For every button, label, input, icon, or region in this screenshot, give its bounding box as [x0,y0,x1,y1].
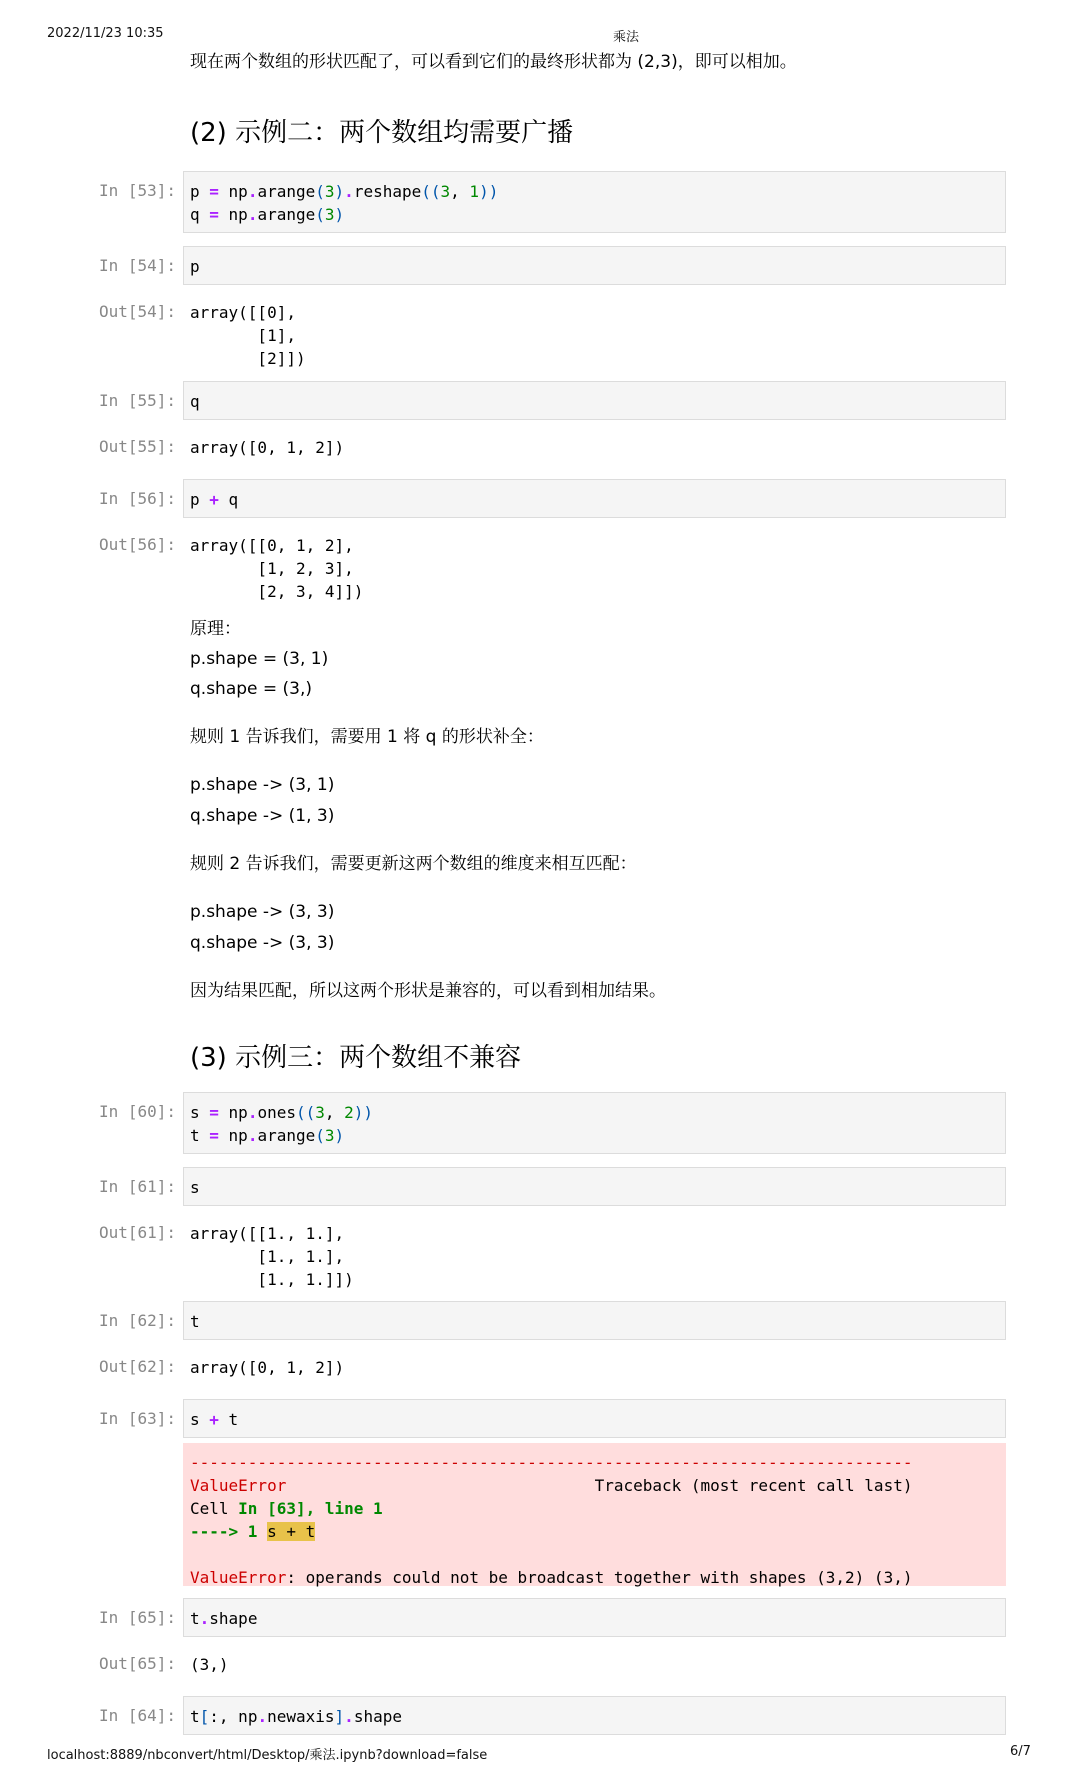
code-cell-64[interactable]: t[:, np.newaxis].shape [183,1696,1006,1735]
section2-heading: (2) 示例二：两个数组均需要广播 [190,118,574,148]
intro-text: 现在两个数组的形状匹配了，可以看到它们的最终形状都为 (2,3)，即可以相加。 [190,52,797,72]
prompt-in-60: In [60]: [98,1102,176,1121]
rule2-text: 规则 2 告诉我们，需要更新这两个数组的维度来相互匹配： [190,854,637,874]
prompt-in-64: In [64]: [98,1706,176,1725]
prompt-in-54: In [54]: [98,256,176,275]
prompt-out-61: Out[61]: [98,1223,176,1242]
section3-heading: (3) 示例三：两个数组不兼容 [190,1043,522,1073]
code-cell-63[interactable]: s + t [183,1399,1006,1438]
code-cell-55[interactable]: q [183,381,1006,420]
code-cell-54[interactable]: p [183,246,1006,285]
print-title: 乘法 [612,30,639,45]
error-name: ValueError [190,1476,287,1495]
print-url: localhost:8889/nbconvert/html/Desktop/乘法.ipynb?download=false [47,1748,488,1763]
output-56: array([[0, 1, 2], [1, 2, 3], [2, 3, 4]]) [190,536,364,601]
print-timestamp: 2022/11/23 10:35 [47,26,164,41]
prompt-in-53: In [53]: [98,181,176,200]
prompt-out-54: Out[54]: [98,302,176,321]
explain-line: p.shape -> (3, 3) [190,902,335,922]
error-message: : operands could not be broadcast together with shapes (3,2) (3,) [286,1568,913,1587]
output-65: (3,) [190,1655,229,1674]
prompt-out-55: Out[55]: [98,437,176,456]
prompt-in-56: In [56]: [98,489,176,508]
error-output [183,1443,1006,1586]
explain-line: 原理： [190,619,241,639]
explain-line: q.shape -> (1, 3) [190,806,335,826]
code-cell-53[interactable]: p = np.arange(3).reshape((3, 1)) q = np.arange(3) [183,171,1006,233]
explain-line: p.shape = (3, 1) [190,649,329,669]
output-62: array([0, 1, 2]) [190,1358,345,1377]
prompt-in-55: In [55]: [98,391,176,410]
traceback-label: Traceback (most recent call last) [594,1476,913,1495]
prompt-out-62: Out[62]: [98,1357,176,1376]
prompt-in-65: In [65]: [98,1608,176,1627]
prompt-in-62: In [62]: [98,1311,176,1330]
prompt-in-61: In [61]: [98,1177,176,1196]
explain-line: q.shape = (3,) [190,679,313,699]
error-separator: --------------------------------------------------------------------------- [190,1453,913,1472]
explain-line: p.shape -> (3, 1) [190,775,335,795]
code-cell-65[interactable]: t.shape [183,1598,1006,1637]
cell-word: Cell [190,1499,229,1518]
code-cell-62[interactable]: t [183,1301,1006,1340]
highlighted-code: s + t [267,1522,316,1541]
page-number: 6/7 [1010,1744,1031,1759]
code-cell-61[interactable]: s [183,1167,1006,1206]
prompt-out-65: Out[65]: [98,1654,176,1673]
code-cell-56[interactable]: p + q [183,479,1006,518]
code-cell-60[interactable]: s = np.ones((3, 2)) t = np.arange(3) [183,1092,1006,1154]
rule1-text: 规则 1 告诉我们，需要用 1 将 q 的形状补全： [190,727,544,747]
conclusion-text: 因为结果匹配，所以这两个形状是兼容的，可以看到相加结果。 [190,981,666,1001]
error-name: ValueError [190,1568,287,1587]
output-55: array([0, 1, 2]) [190,438,345,457]
prompt-out-56: Out[56]: [98,535,176,554]
explain-line: q.shape -> (3, 3) [190,933,335,953]
output-61: array([[1., 1.], [1., 1.], [1., 1.]]) [190,1224,354,1289]
error-arrow: ----> 1 [190,1522,268,1541]
cell-ref: In [63], line 1 [238,1499,383,1518]
prompt-in-63: In [63]: [98,1409,176,1428]
output-54: array([[0], [1], [2]]) [190,303,306,368]
